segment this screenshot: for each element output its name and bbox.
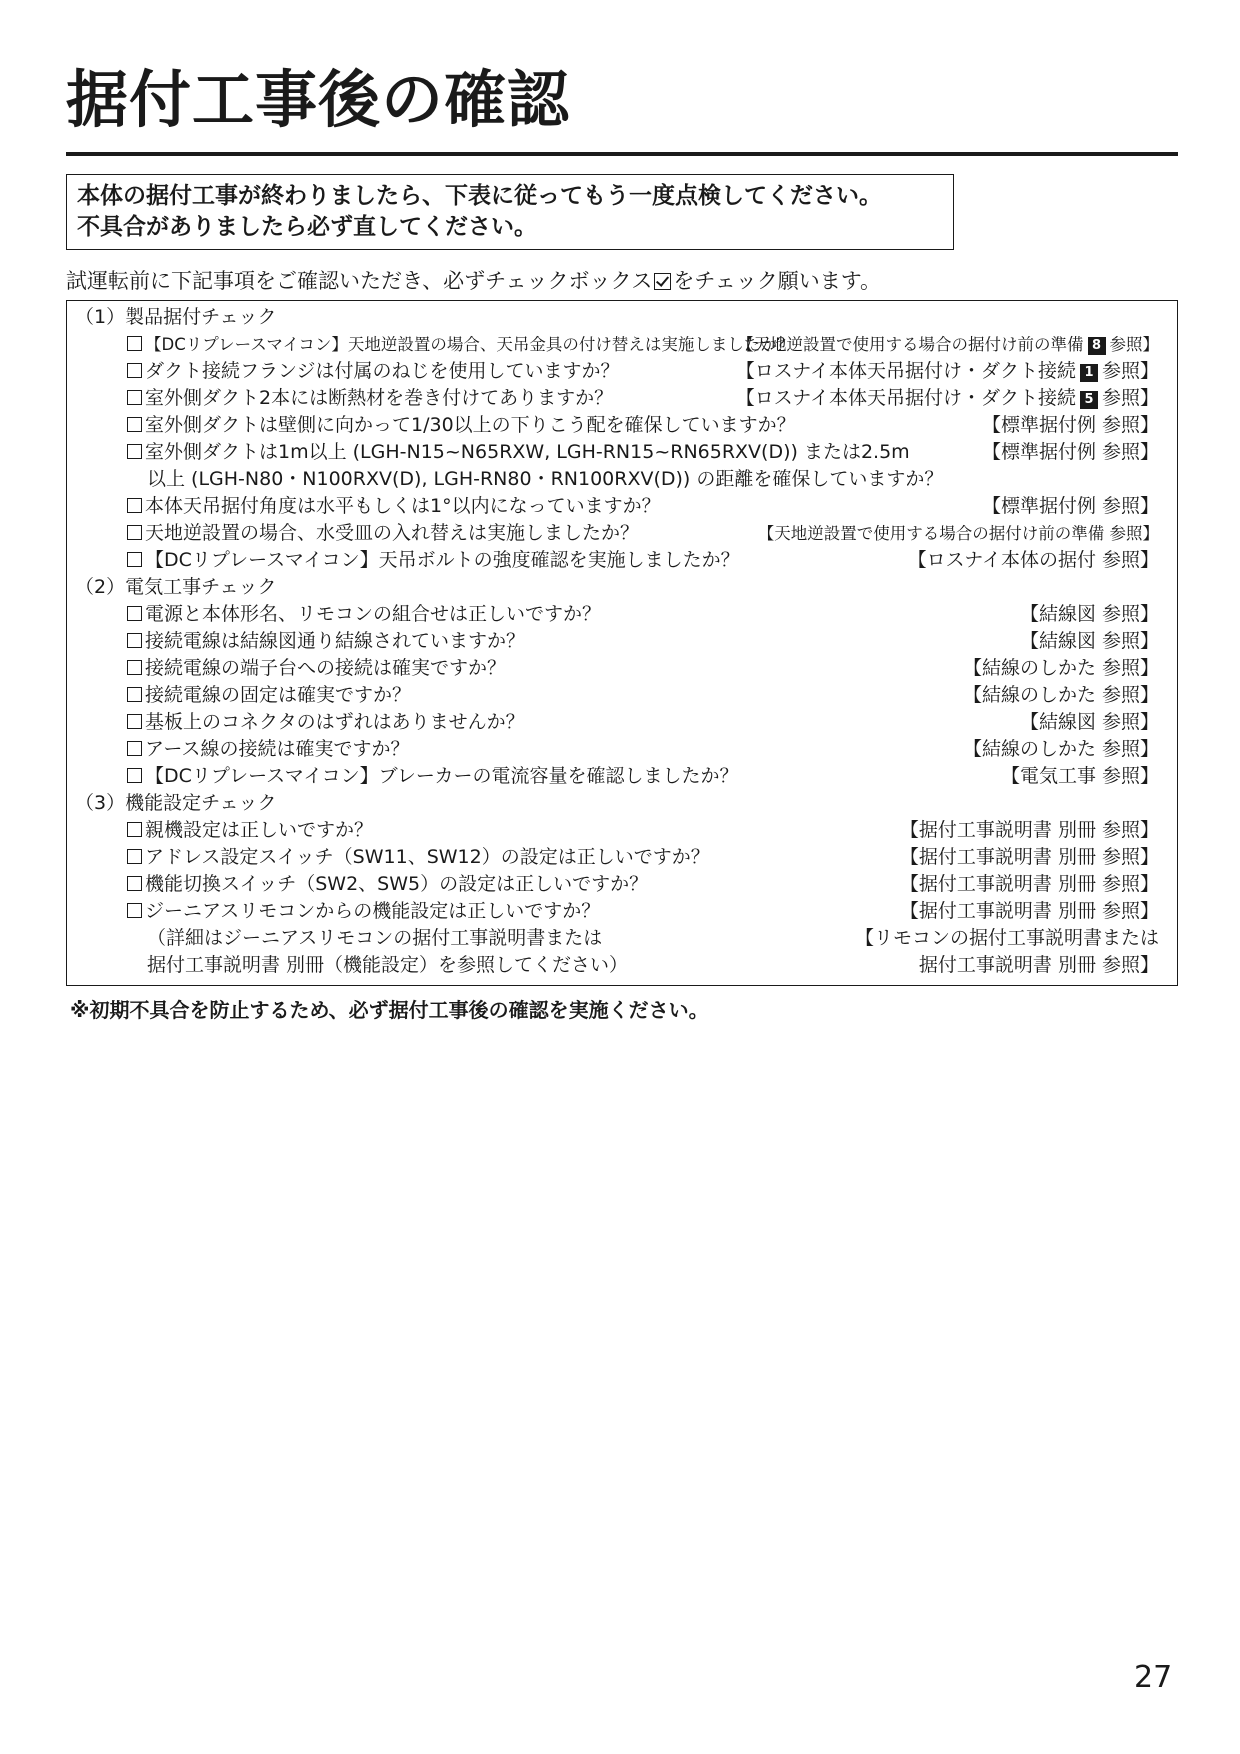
checklist-reference: [1020, 601, 1159, 628]
section-title: （1）製品据付チェック: [75, 306, 277, 328]
notice-line-2: 不具合がありましたら必ず直してください。: [77, 214, 537, 240]
checklist-item[interactable]: [67, 655, 1177, 682]
checklist-reference: [736, 385, 1159, 412]
checklist-item[interactable]: [67, 682, 1177, 709]
checklist-item[interactable]: [67, 763, 1177, 790]
checkbox[interactable]: [127, 876, 142, 891]
checklist-item[interactable]: [67, 358, 1177, 385]
checklist-question: 天地逆設置の場合、水受皿の入れ替えは実施しましたか？: [145, 522, 640, 544]
title-underline: [66, 152, 1178, 156]
checklist-reference: [963, 682, 1159, 709]
checked-box-icon: [654, 273, 671, 290]
checkbox[interactable]: [127, 498, 142, 513]
checklist-question: 本体天吊据付角度は水平もしくは1°以内になっていますか？: [145, 495, 661, 517]
checklist-question: 【DCリプレースマイコン】天吊ボルトの強度確認を実施しましたか？: [145, 549, 740, 571]
checklist-item[interactable]: [67, 520, 1177, 547]
reference-text: 【結線図 参照】: [1019, 711, 1159, 733]
checklist-question: ジーニアスリモコンからの機能設定は正しいですか？: [145, 900, 601, 922]
checklist-reference: [1001, 763, 1159, 790]
checklist-reference: [737, 331, 1159, 358]
checklist-question: 接続電線の端子台への接続は確実ですか？: [145, 657, 507, 679]
checklist-item[interactable]: [67, 385, 1177, 412]
reference-text: 【結線図 参照】: [1019, 603, 1159, 625]
checklist-reference: [758, 520, 1159, 547]
step-number-badge: 8: [1088, 337, 1106, 355]
step-number-badge: 5: [1080, 391, 1098, 409]
step-number-badge: 1: [1080, 364, 1098, 382]
reference-text: 【標準据付例 参照】: [981, 495, 1159, 517]
checkbox[interactable]: [127, 525, 142, 540]
reference-text: 【据付工事説明書 別冊 参照】: [899, 900, 1159, 922]
checklist-question: 接続電線は結線図通り結線されていますか？: [145, 630, 526, 652]
checklist-question: 室外側ダクトは壁側に向かって1/30以上の下りこう配を確保していますか？: [145, 414, 796, 436]
notice-box: [66, 174, 954, 250]
checkbox[interactable]: [127, 390, 142, 405]
checklist-question: 室外側ダクト2本には断熱材を巻き付けてありますか？: [145, 387, 614, 409]
checkbox[interactable]: [127, 714, 142, 729]
reference-suffix: 参照】: [1109, 335, 1159, 354]
reference-text: 【標準据付例 参照】: [981, 441, 1159, 463]
reference-text: 【標準据付例 参照】: [981, 414, 1159, 436]
reference-text: 【結線図 参照】: [1019, 630, 1159, 652]
checkbox[interactable]: [127, 417, 142, 432]
checklist-question: 【DCリプレースマイコン】ブレーカーの電流容量を確認しましたか？: [145, 765, 739, 787]
checklist-question: （詳細はジーニアスリモコンの据付工事説明書または: [147, 927, 603, 949]
checkbox[interactable]: [127, 633, 142, 648]
checklist-question: アドレス設定スイッチ（SW11、SW12）の設定は正しいですか？: [145, 846, 710, 868]
checklist-question: 基板上のコネクタのはずれはありませんか？: [145, 711, 525, 733]
checklist-item[interactable]: [67, 493, 1177, 520]
reference-suffix: 参照】: [1101, 387, 1159, 409]
reference-text: 【天地逆設置で使用する場合の据付け前の準備: [737, 335, 1084, 354]
reference-text: 【結線のしかた 参照】: [962, 738, 1159, 760]
reference-text: 【据付工事説明書 別冊 参照】: [899, 873, 1159, 895]
checkbox[interactable]: [127, 336, 142, 351]
checklist-question: 親機設定は正しいですか？: [145, 819, 374, 841]
checklist-reference: [736, 358, 1159, 385]
checkbox[interactable]: [127, 768, 142, 783]
checklist-item-continuation: [67, 466, 1177, 493]
footer-note: ※初期不具合を防止するため、必ず据付工事後の確認を実施ください。: [70, 998, 709, 1022]
page-number: 27: [1134, 1660, 1173, 1695]
intro-text: [66, 266, 881, 296]
checklist-reference: [919, 952, 1159, 979]
checklist-reference: [982, 412, 1159, 439]
checklist-question: アース線の接続は確実ですか？: [145, 738, 410, 760]
checklist-reference: [900, 817, 1159, 844]
checklist-question: 室外側ダクトは1m以上 (LGH-N15~N65RXW, LGH-RN15~RN65RXV(D)) または2.5m: [145, 441, 910, 463]
checklist-item[interactable]: [67, 709, 1177, 736]
reference-text: 【据付工事説明書 別冊 参照】: [899, 819, 1159, 841]
checklist-question: ダクト接続フランジは付属のねじを使用していますか？: [145, 360, 620, 382]
checklist-item[interactable]: [67, 844, 1177, 871]
checklist-item[interactable]: [67, 547, 1177, 574]
checklist-item[interactable]: [67, 331, 1177, 358]
checkbox[interactable]: [127, 687, 142, 702]
reference-text: 【ロスナイ本体天吊据付け・ダクト接続: [735, 360, 1076, 382]
section-title: （3）機能設定チェック: [75, 792, 277, 814]
checkbox[interactable]: [127, 444, 142, 459]
reference-text: 【結線のしかた 参照】: [962, 684, 1159, 706]
reference-text: 【ロスナイ本体天吊据付け・ダクト接続: [735, 387, 1076, 409]
checklist-item-continuation: [67, 925, 1177, 952]
checklist-item[interactable]: [67, 439, 1177, 466]
reference-suffix: 参照】: [1101, 360, 1159, 382]
reference-text: 【電気工事 参照】: [1000, 765, 1159, 787]
checkbox[interactable]: [127, 822, 142, 837]
reference-text: 【据付工事説明書 別冊 参照】: [899, 846, 1159, 868]
checklist-question: 以上 (LGH-N80・N100RXV(D), LGH-RN80・RN100RXV(D)) の距離を確保していますか？: [147, 468, 944, 490]
checklist-item[interactable]: [67, 628, 1177, 655]
checklist-item[interactable]: [67, 601, 1177, 628]
checkbox[interactable]: [127, 660, 142, 675]
checklist-reference: [982, 439, 1159, 466]
intro-text-before: 試運転前に下記事項をご確認いただき、必ずチェックボックス: [66, 269, 653, 293]
checkbox[interactable]: [127, 363, 142, 378]
notice-line-1: 本体の据付工事が終わりましたら、下表に従ってもう一度点検してください。: [77, 183, 882, 209]
intro-text-after: をチェック願います。: [673, 269, 882, 293]
checklist-question: 【DCリプレースマイコン】天地逆設置の場合、天吊金具の付け替えは実施しましたか？: [145, 335, 794, 354]
checklist-reference: [908, 547, 1159, 574]
checklist-reference: [900, 871, 1159, 898]
checklist-reference: [900, 898, 1159, 925]
checklist-reference: [1020, 628, 1159, 655]
checklist-question: 電源と本体形名、リモコンの組合せは正しいですか？: [145, 603, 602, 625]
checklist-reference: [963, 655, 1159, 682]
checklist-item[interactable]: [67, 736, 1177, 763]
checkbox[interactable]: [127, 552, 142, 567]
checklist-question: 接続電線の固定は確実ですか？: [145, 684, 412, 706]
checkbox[interactable]: [127, 606, 142, 621]
checklist-reference: [963, 736, 1159, 763]
checklist-table: [66, 300, 1178, 986]
reference-text: 【天地逆設置で使用する場合の据付け前の準備 参照】: [757, 524, 1159, 543]
page-title: 据付工事後の確認: [66, 63, 571, 136]
checklist-reference: [855, 925, 1159, 952]
checkbox[interactable]: [127, 741, 142, 756]
checklist-reference: [1020, 709, 1159, 736]
checklist-item[interactable]: [67, 817, 1177, 844]
reference-text: 【結線のしかた 参照】: [962, 657, 1159, 679]
reference-text: 【ロスナイ本体の据付 参照】: [907, 549, 1159, 571]
reference-text: 【リモコンの据付工事説明書または: [854, 927, 1159, 949]
checklist-item[interactable]: [67, 898, 1177, 925]
checklist-question: 据付工事説明書 別冊（機能設定）を参照してください）: [147, 954, 629, 976]
checklist-reference: [900, 844, 1159, 871]
checklist-item[interactable]: [67, 412, 1177, 439]
checklist-reference: [982, 493, 1159, 520]
checklist-item-continuation: [67, 952, 1177, 979]
reference-text: 据付工事説明書 別冊 参照】: [918, 954, 1159, 976]
checkbox[interactable]: [127, 903, 142, 918]
checkbox[interactable]: [127, 849, 142, 864]
checklist-item[interactable]: [67, 871, 1177, 898]
section-title: （2）電気工事チェック: [75, 576, 277, 598]
checklist-question: 機能切換スイッチ（SW2、SW5）の設定は正しいですか？: [145, 873, 649, 895]
